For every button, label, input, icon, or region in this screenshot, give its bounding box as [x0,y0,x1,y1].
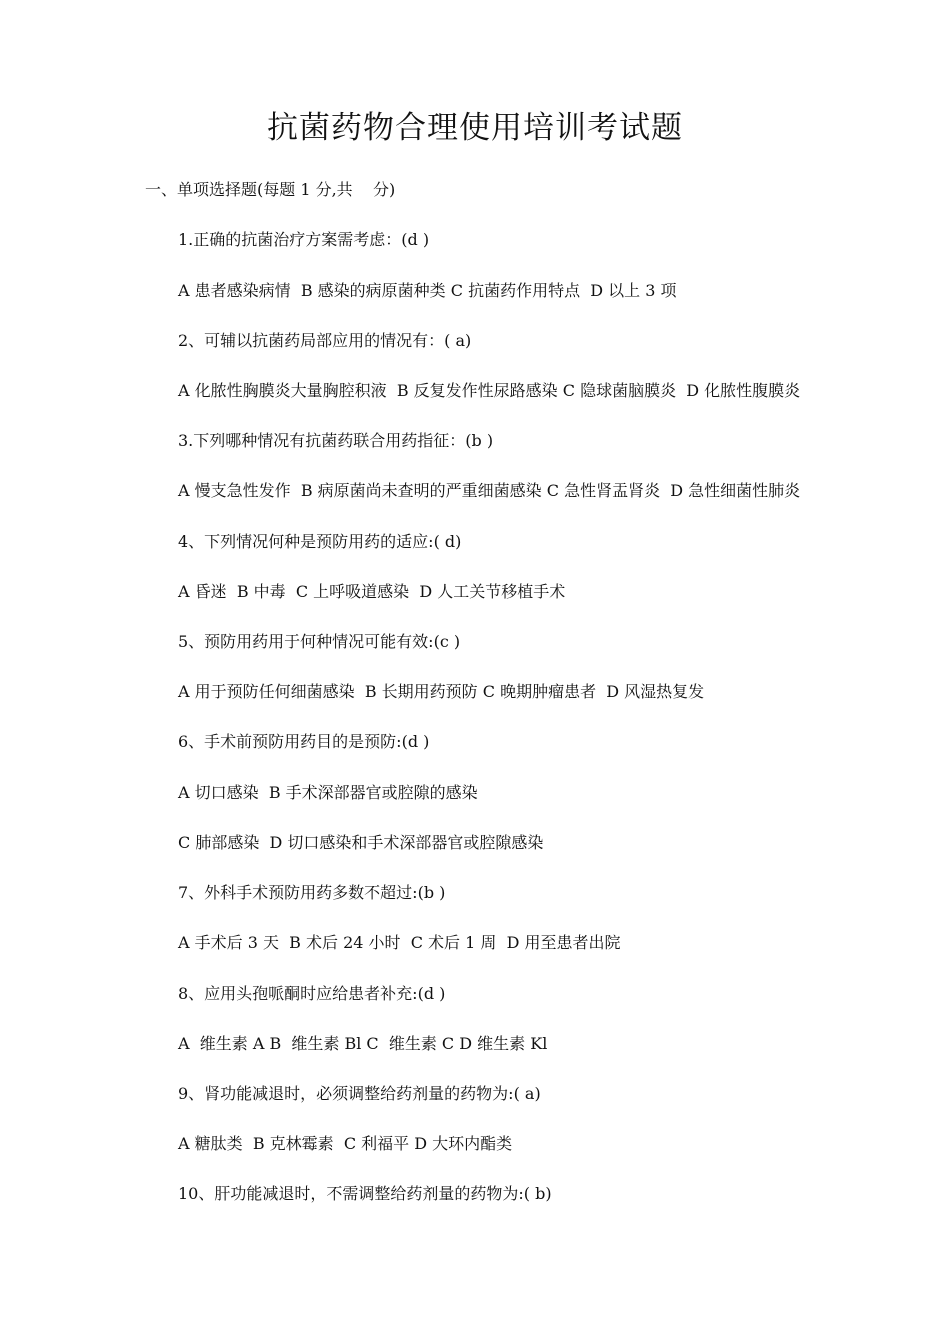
question-1: 1.正确的抗菌治疗方案需考虑：(d ) [178,230,430,249]
question-4-options: A 昏迷 B 中毒 C 上呼吸道感染 D 人工关节移植手术 [178,582,566,601]
question-6: 6、手术前预防用药目的是预防:(d ) [178,732,430,751]
question-8-options: A 维生素 A B 维生素 Bl C 维生素 C D 维生素 Kl [178,1034,548,1053]
question-9-options: A 糖肽类 B 克林霉素 C 利福平 D 大环内酯类 [178,1134,513,1153]
question-7-options: A 手术后 3 天 B 术后 24 小时 C 术后 1 周 D 用至患者出院 [178,933,621,952]
document-title: 抗菌药物合理使用培训考试题 [267,110,683,146]
question-1-options: A 患者感染病情 B 感染的病原菌种类 C 抗菌药作用特点 D 以上 3 项 [178,281,677,300]
question-6-options-ab: A 切口感染 B 手术深部器官或腔隙的感染 [178,783,478,802]
question-8: 8、应用头孢哌酮时应给患者补充:(d ) [178,984,446,1003]
question-2-options: A 化脓性胸膜炎大量胸腔积液 B 反复发作性尿路感染 C 隐球菌脑膜炎 D 化脓性腹膜炎 [178,381,801,400]
question-4: 4、下列情况何种是预防用药的适应:( d) [178,532,462,551]
question-3-options: A 慢支急性发作 B 病原菌尚未查明的严重细菌感染 C 急性肾盂肾炎 D 急性细菌性肺炎 [178,481,801,500]
question-9: 9、肾功能减退时，必须调整给药剂量的药物为:( a) [178,1084,541,1103]
question-7: 7、外科手术预防用药多数不超过:(b ) [178,883,446,902]
question-10: 10、肝功能减退时，不需调整给药剂量的药物为:( b) [178,1184,552,1203]
question-6-options-cd: C 肺部感染 D 切口感染和手术深部器官或腔隙感染 [178,833,544,852]
question-5: 5、预防用药用于何种情况可能有效:(c ) [178,632,461,651]
section-heading: 一、单项选择题(每题 1 分,共 分) [145,180,396,199]
question-5-options: A 用于预防任何细菌感染 B 长期用药预防 C 晚期肿瘤患者 D 风湿热复发 [178,682,705,701]
question-3: 3.下列哪种情况有抗菌药联合用药指征：(b ) [178,431,494,450]
question-2: 2、可辅以抗菌药局部应用的情况有：( a) [178,331,472,350]
